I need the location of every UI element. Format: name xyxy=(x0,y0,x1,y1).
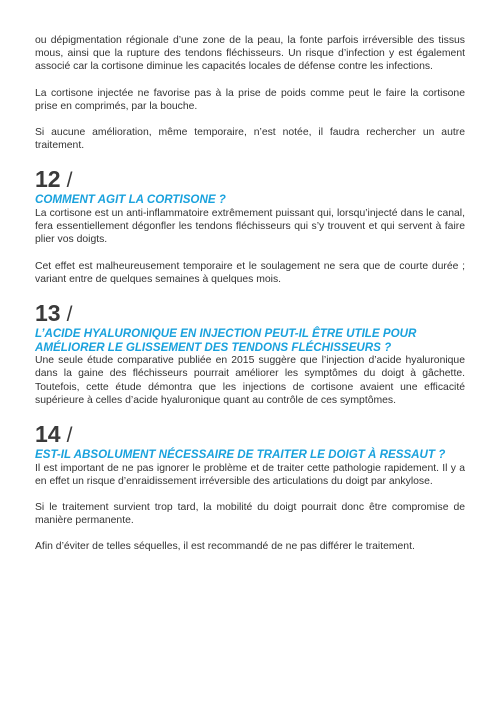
intro-block xyxy=(35,34,465,152)
section-paragraph: Si le traitement survient trop tard, la mobilité du doigt pourrait donc être compromise de manière permanente. xyxy=(35,502,465,527)
section-number: 13 xyxy=(35,300,61,327)
section-slash: / xyxy=(66,303,73,327)
section-heading: L’ACIDE HYALURONIQUE EN INJECTION PEUT-IL ÊTRE UTILE POUR AMÉLIORER LE GLISSEMENT DES TENDONS FLÉCHISSEURS ? xyxy=(35,327,417,354)
section-number: 14 xyxy=(35,421,61,448)
intro-paragraph: La cortisone injectée ne favorise pas à la prise de poids comme peut le faire la cortisone prise en comprimés, par la bouche. xyxy=(35,87,465,112)
section-heading: EST-IL ABSOLUMENT NÉCESSAIRE DE TRAITER LE DOIGT À RESSAUT ? xyxy=(35,448,446,462)
section-paragraph: Afin d’éviter de telles séquelles, il est recommandé de ne pas différer le traitement. xyxy=(35,541,415,553)
section-paragraph: Cet effet est malheureusement temporaire et le soulagement ne sera que de courte durée ; variant entre de quelques semaines à quelques mois. xyxy=(35,260,465,285)
section-number-row xyxy=(35,167,465,193)
section-12 xyxy=(35,167,465,286)
section-number: 12 xyxy=(35,166,61,193)
intro-paragraph: ou dépigmentation régionale d’une zone de la peau, la fonte parfois irréversible des tissus mous, ainsi que la rupture des tendons fléchisseurs. Un risque d’infection y est également associé car la cortisone diminue les capacités locales de défense contre les infections. xyxy=(35,35,465,73)
section-paragraph: Il est important de ne pas ignorer le problème et de traiter cette pathologie rapidement. Il y a en effet un risque d’enraidissement irréversible des articulations du doigt par ankylose. xyxy=(35,462,465,487)
section-paragraph: La cortisone est un anti-inflammatoire extrêmement puissant qui, lorsqu’injecté dans le canal, fera essentiellement dégonfler les tendons fléchisseurs qui s’y trouvent et qui servent à faire plier vos doigts. xyxy=(35,208,465,246)
section-number-row xyxy=(35,422,465,448)
section-slash: / xyxy=(66,424,73,448)
section-14 xyxy=(35,422,465,554)
section-13 xyxy=(35,301,465,407)
document-page xyxy=(35,34,465,554)
section-paragraph: Une seule étude comparative publiée en 2015 suggère que l’injection d’acide hyaluronique dans la gaine des fléchisseurs pourrait améliorer les symptômes du doigt à gâchette. Toutefois, cette étude démontra que les injections de cortisone avaient une efficacité supérieure à celles d’acide hyaluronique quant au contrôle de ces symptômes. xyxy=(35,355,465,406)
section-heading: COMMENT AGIT LA CORTISONE ? xyxy=(35,193,226,207)
section-number-row xyxy=(35,301,465,327)
section-slash: / xyxy=(66,169,73,193)
intro-paragraph: Si aucune amélioration, même temporaire, n’est notée, il faudra rechercher un autre traitement. xyxy=(35,127,465,152)
